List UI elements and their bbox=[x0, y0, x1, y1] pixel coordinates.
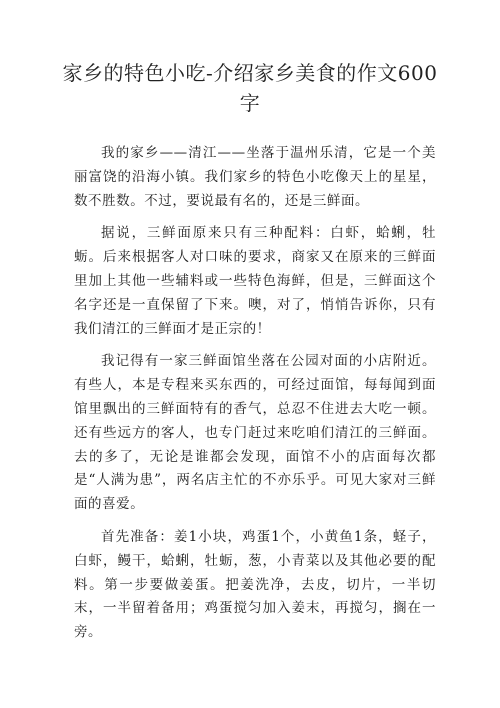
paragraph: 据说，三鲜面原来只有三种配料：白虾，蛤蜊，牡蛎。后来根据客人对口味的要求，商家又在原来的三鲜面里加上其他一些辅料或一些特色海鲜，但是，三鲜面这个名字还是一直保留了下来。噢，对了，悄悄告诉你，只有我们清江的三鲜面才是正宗的！ bbox=[74, 225, 436, 337]
paragraph: 我记得有一家三鲜面馆坐落在公园对面的小店附近。有些人，本是专程来买东西的，可经过面馆，每每闻到面馆里飘出的三鲜面特有的香气，总忍不住进去大吃一顿。还有些远方的客人，也专门赶过来吃咱们清江的三鲜面。去的多了，无论是谁都会发现，面馆不小的店面每次都是“人满为患”，两名店主忙的不亦乐乎。可见大家对三鲜面的喜爱。 bbox=[74, 353, 436, 513]
document-title: 家乡的特色小吃-介绍家乡美食的作文600字 bbox=[62, 61, 438, 115]
paragraph: 首先准备：姜1小块，鸡蛋1个，小黄鱼1条，蛏子，白虾，鳗干，蛤蜊，牡蛎，葱，小青菜以及其他必要的配料。第一步要做姜蛋。把姜洗净，去皮，切片，一半切末，一半留着备用；鸡蛋搅匀加入姜末，再搅匀，搁在一旁。 bbox=[74, 528, 436, 641]
paragraph: 我的家乡——清江——坐落于温州乐清，它是一个美丽富饶的沿海小镇。我们家乡的特色小吃像天上的星星，数不胜数。不过，要说最有名的，还是三鲜面。 bbox=[74, 145, 436, 209]
document-body bbox=[74, 142, 436, 654]
